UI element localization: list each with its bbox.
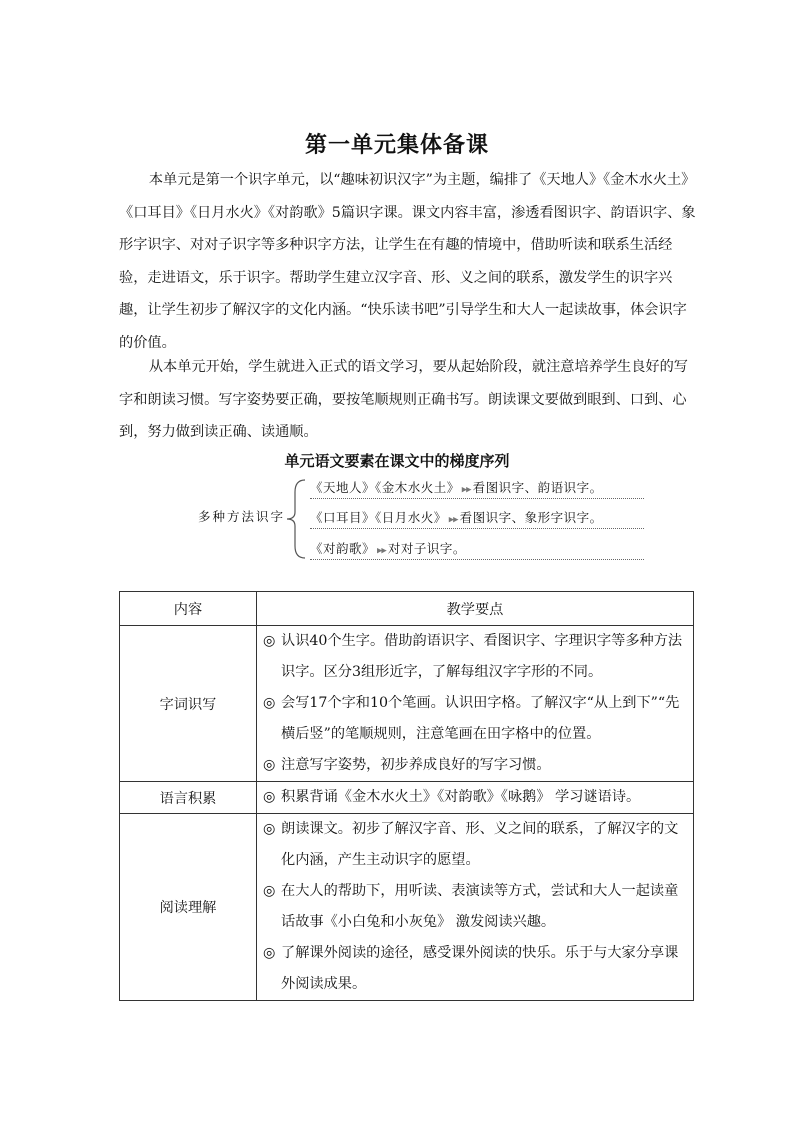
branch-method: 看图识字、韵语识字。 — [472, 480, 603, 495]
branch-method: 看图识字、象形字识字。 — [459, 510, 603, 525]
category-cell: 语言积累 — [120, 782, 257, 814]
bullseye-icon: ◎ — [263, 789, 276, 805]
point-item: ◎ 注意写字姿势，初步养成良好的写字习惯。 — [263, 750, 689, 781]
double-arrow-icon: ▶▶ — [461, 485, 471, 495]
category-cell: 字词识写 — [120, 626, 257, 782]
bullseye-icon: ◎ — [263, 821, 276, 837]
point-item: ◎ 会写17个字和10个笔画。认识田字格。了解汉字“从上到下”“先横后竖”的笔顺规则，注意笔画在田字格中的位置。 — [263, 688, 689, 750]
bullseye-icon: ◎ — [263, 883, 276, 899]
brace-connector — [285, 478, 309, 560]
tree-branch — [310, 539, 644, 560]
branch-texts: 《天地人》《金木水火土》 — [310, 480, 460, 495]
points-cell — [257, 814, 694, 1001]
branch-texts: 《口耳目》《日月水火》 — [310, 510, 447, 525]
diagram-title: 单元语文要素在课文中的梯度序列 — [284, 452, 510, 470]
points-cell — [257, 626, 694, 782]
teaching-points-table — [119, 591, 694, 1001]
branch-method: 对对子识字。 — [387, 541, 466, 556]
tree-branch — [310, 478, 644, 499]
table-row — [120, 626, 694, 782]
double-arrow-icon: ▶▶ — [448, 515, 458, 525]
double-arrow-icon: ▶▶ — [377, 546, 386, 556]
branch-texts: 《对韵歌》 — [310, 541, 376, 556]
tree-branch — [310, 508, 644, 529]
point-item: ◎ 朗读课文。初步了解汉字音、形、义之间的联系，了解汉字的文化内涵，产生主动识字的愿望。 — [263, 814, 689, 876]
table-row — [120, 782, 694, 814]
point-item: ◎ 积累背诵《金木水火土》《对韵歌》《咏鹅》 学习谜语诗。 — [263, 782, 689, 813]
table-header-row — [120, 592, 694, 626]
header-key-points: 教学要点 — [257, 592, 694, 626]
bullseye-icon: ◎ — [263, 633, 276, 649]
tree-root-label: 多种方法识字 — [198, 509, 286, 524]
point-item: ◎ 在大人的帮助下，用听读、表演读等方式，尝试和大人一起读童话故事《小白兔和小灰兔》 激发阅读兴趣。 — [263, 876, 689, 938]
bullseye-icon: ◎ — [263, 695, 276, 711]
table-row — [120, 814, 694, 1001]
page-title: 第一单元集体备课 — [304, 132, 489, 158]
header-content: 内容 — [120, 592, 257, 626]
category-cell: 阅读理解 — [120, 814, 257, 1001]
point-item: ◎ 了解课外阅读的途径，感受课外阅读的快乐。乐于与大家分享课外阅读成果。 — [263, 938, 689, 1000]
points-cell — [257, 782, 694, 814]
bullseye-icon: ◎ — [263, 757, 276, 773]
point-item: ◎ 认识40个生字。借助韵语识字、看图识字、字理识字等多种方法识字。区分3组形近字，了解每组汉字字形的不同。 — [263, 626, 689, 688]
bullseye-icon: ◎ — [263, 945, 276, 961]
habit-paragraph: 从本单元开始，学生就进入正式的语文学习，要从起始阶段，就注意培养学生良好的写字和朗读习惯。写字姿势要正确，要按笔顺规则正确书写。朗读课文要做到眼到、口到、心到，努力做到读正确、读通顺。 — [119, 359, 688, 441]
intro-paragraph: 本单元是第一个识字单元，以“趣味初识汉字”为主题，编排了《天地人》《金木水火土》《口耳目》《日月水火》《对韵歌》5篇识字课。课文内容丰富，渗透看图识字、韵语识字、象形字识字、对对子识字等多种识字方法，让学生在有趣的情境中，借助听读和联系生活经验，走进语文，乐于识字。帮助学生建立汉字音、形、义之间的联系，激发学生的识字兴趣，让学生初步了解汉字的文化内涵。“快乐读书吧”引导学生和大人一起读故事，体会识字的价值。 — [119, 172, 696, 351]
